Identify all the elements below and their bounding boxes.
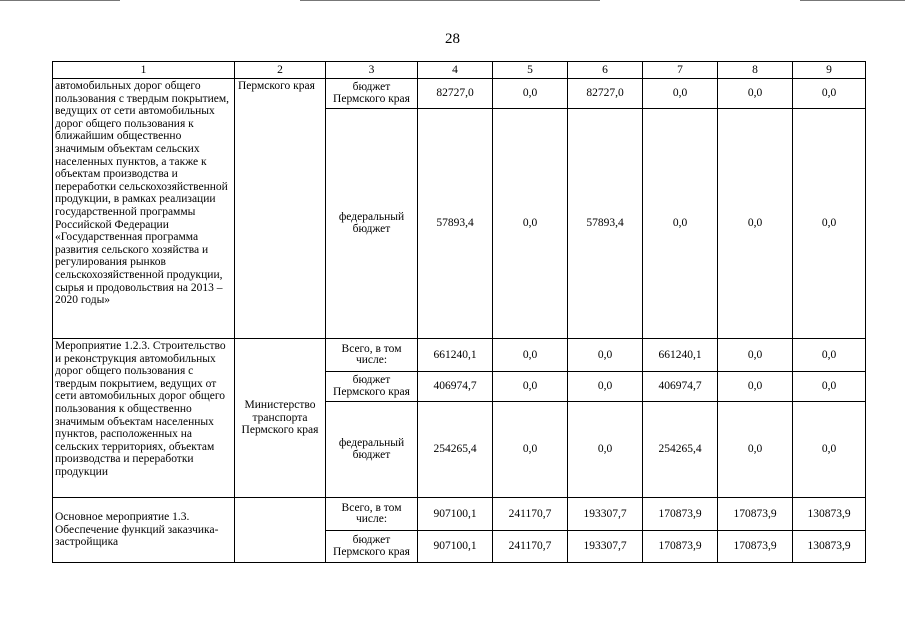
page-number: 28 xyxy=(445,31,460,47)
top-rule-center xyxy=(300,0,600,1)
value-cell: 241170,7 xyxy=(493,531,568,563)
value-cell: 193307,7 xyxy=(568,498,643,531)
value-cell: 907100,1 xyxy=(418,531,493,563)
funding-source: Всего, в том числе: xyxy=(326,339,418,372)
table-row xyxy=(53,498,866,531)
value-cell: 0,0 xyxy=(793,79,866,109)
value-cell: 0,0 xyxy=(718,79,793,109)
value-cell: 0,0 xyxy=(643,109,718,339)
value-cell: 254265,4 xyxy=(643,402,718,498)
value-cell: 0,0 xyxy=(718,109,793,339)
value-cell: 0,0 xyxy=(493,79,568,109)
value-cell: 130873,9 xyxy=(793,498,866,531)
value-cell: 0,0 xyxy=(718,339,793,372)
value-cell: 130873,9 xyxy=(793,531,866,563)
value-cell: 170873,9 xyxy=(643,498,718,531)
value-cell: 661240,1 xyxy=(418,339,493,372)
header-cell: 3 xyxy=(326,62,418,79)
value-cell: 170873,9 xyxy=(718,498,793,531)
value-cell: 57893,4 xyxy=(568,109,643,339)
top-rule-left xyxy=(0,0,120,1)
header-cell: 5 xyxy=(493,62,568,79)
budget-table xyxy=(52,61,866,563)
header-cell: 6 xyxy=(568,62,643,79)
header-cell: 7 xyxy=(643,62,718,79)
value-cell: 0,0 xyxy=(793,109,866,339)
value-cell: 0,0 xyxy=(643,79,718,109)
funding-source: федеральный бюджет xyxy=(326,109,418,339)
value-cell: 0,0 xyxy=(568,402,643,498)
value-cell: 241170,7 xyxy=(493,498,568,531)
header-row xyxy=(53,62,866,79)
header-cell: 9 xyxy=(793,62,866,79)
activity-description: Основное мероприятие 1.3. Обеспечение функций заказчика-застройщика xyxy=(53,498,235,563)
value-cell: 406974,7 xyxy=(643,372,718,402)
executor-cell: Пермского края xyxy=(235,79,326,339)
value-cell: 0,0 xyxy=(493,339,568,372)
value-cell: 0,0 xyxy=(793,402,866,498)
value-cell: 254265,4 xyxy=(418,402,493,498)
funding-source: бюджет Пермского края xyxy=(326,79,418,109)
executor-cell: Министерство транспорта Пермского края xyxy=(235,339,326,498)
value-cell: 661240,1 xyxy=(643,339,718,372)
executor-cell-empty xyxy=(235,498,326,563)
funding-source: бюджет Пермского края xyxy=(326,372,418,402)
value-cell: 0,0 xyxy=(568,372,643,402)
value-cell: 170873,9 xyxy=(643,531,718,563)
table-row xyxy=(53,339,866,372)
header-cell: 1 xyxy=(53,62,235,79)
top-rule-right xyxy=(800,0,905,1)
value-cell: 0,0 xyxy=(718,402,793,498)
activity-description: автомобильных дорог общего пользования с твердым покрытием, ведущих от сети автомобильных дорог общего пользования к ближайшим общественно значимым объектам сельских населенных пунктов, а также к объектам производства и переработки сельскохозяйственной продукции, в рамках реализации государственной программы Российской Федерации «Государственная программа развития сельского хозяйства и регулирования рынков сельскохозяйственной продукции, сырья и продовольствия на 2013 – 2020 годы» xyxy=(53,79,235,339)
header-cell: 8 xyxy=(718,62,793,79)
value-cell: 0,0 xyxy=(493,372,568,402)
header-cell: 4 xyxy=(418,62,493,79)
funding-source: федеральный бюджет xyxy=(326,402,418,498)
value-cell: 193307,7 xyxy=(568,531,643,563)
value-cell: 0,0 xyxy=(793,339,866,372)
value-cell: 0,0 xyxy=(793,372,866,402)
value-cell: 0,0 xyxy=(718,372,793,402)
value-cell: 82727,0 xyxy=(418,79,493,109)
header-cell: 2 xyxy=(235,62,326,79)
funding-source: Всего, в том числе: xyxy=(326,498,418,531)
value-cell: 406974,7 xyxy=(418,372,493,402)
table-row xyxy=(53,79,866,109)
value-cell: 0,0 xyxy=(493,402,568,498)
value-cell: 57893,4 xyxy=(418,109,493,339)
value-cell: 0,0 xyxy=(568,339,643,372)
funding-source: бюджет Пермского края xyxy=(326,531,418,563)
value-cell: 907100,1 xyxy=(418,498,493,531)
value-cell: 82727,0 xyxy=(568,79,643,109)
value-cell: 170873,9 xyxy=(718,531,793,563)
value-cell: 0,0 xyxy=(493,109,568,339)
activity-description: Мероприятие 1.2.3. Строительство и реконструкция автомобильных дорог общего пользования с твердым покрытием, ведущих от сети автомобильных дорог общего пользования к общественно значимым объектам населенных пунктов, расположенных на сельских территориях, объектам производства и переработки продукции xyxy=(53,339,235,498)
